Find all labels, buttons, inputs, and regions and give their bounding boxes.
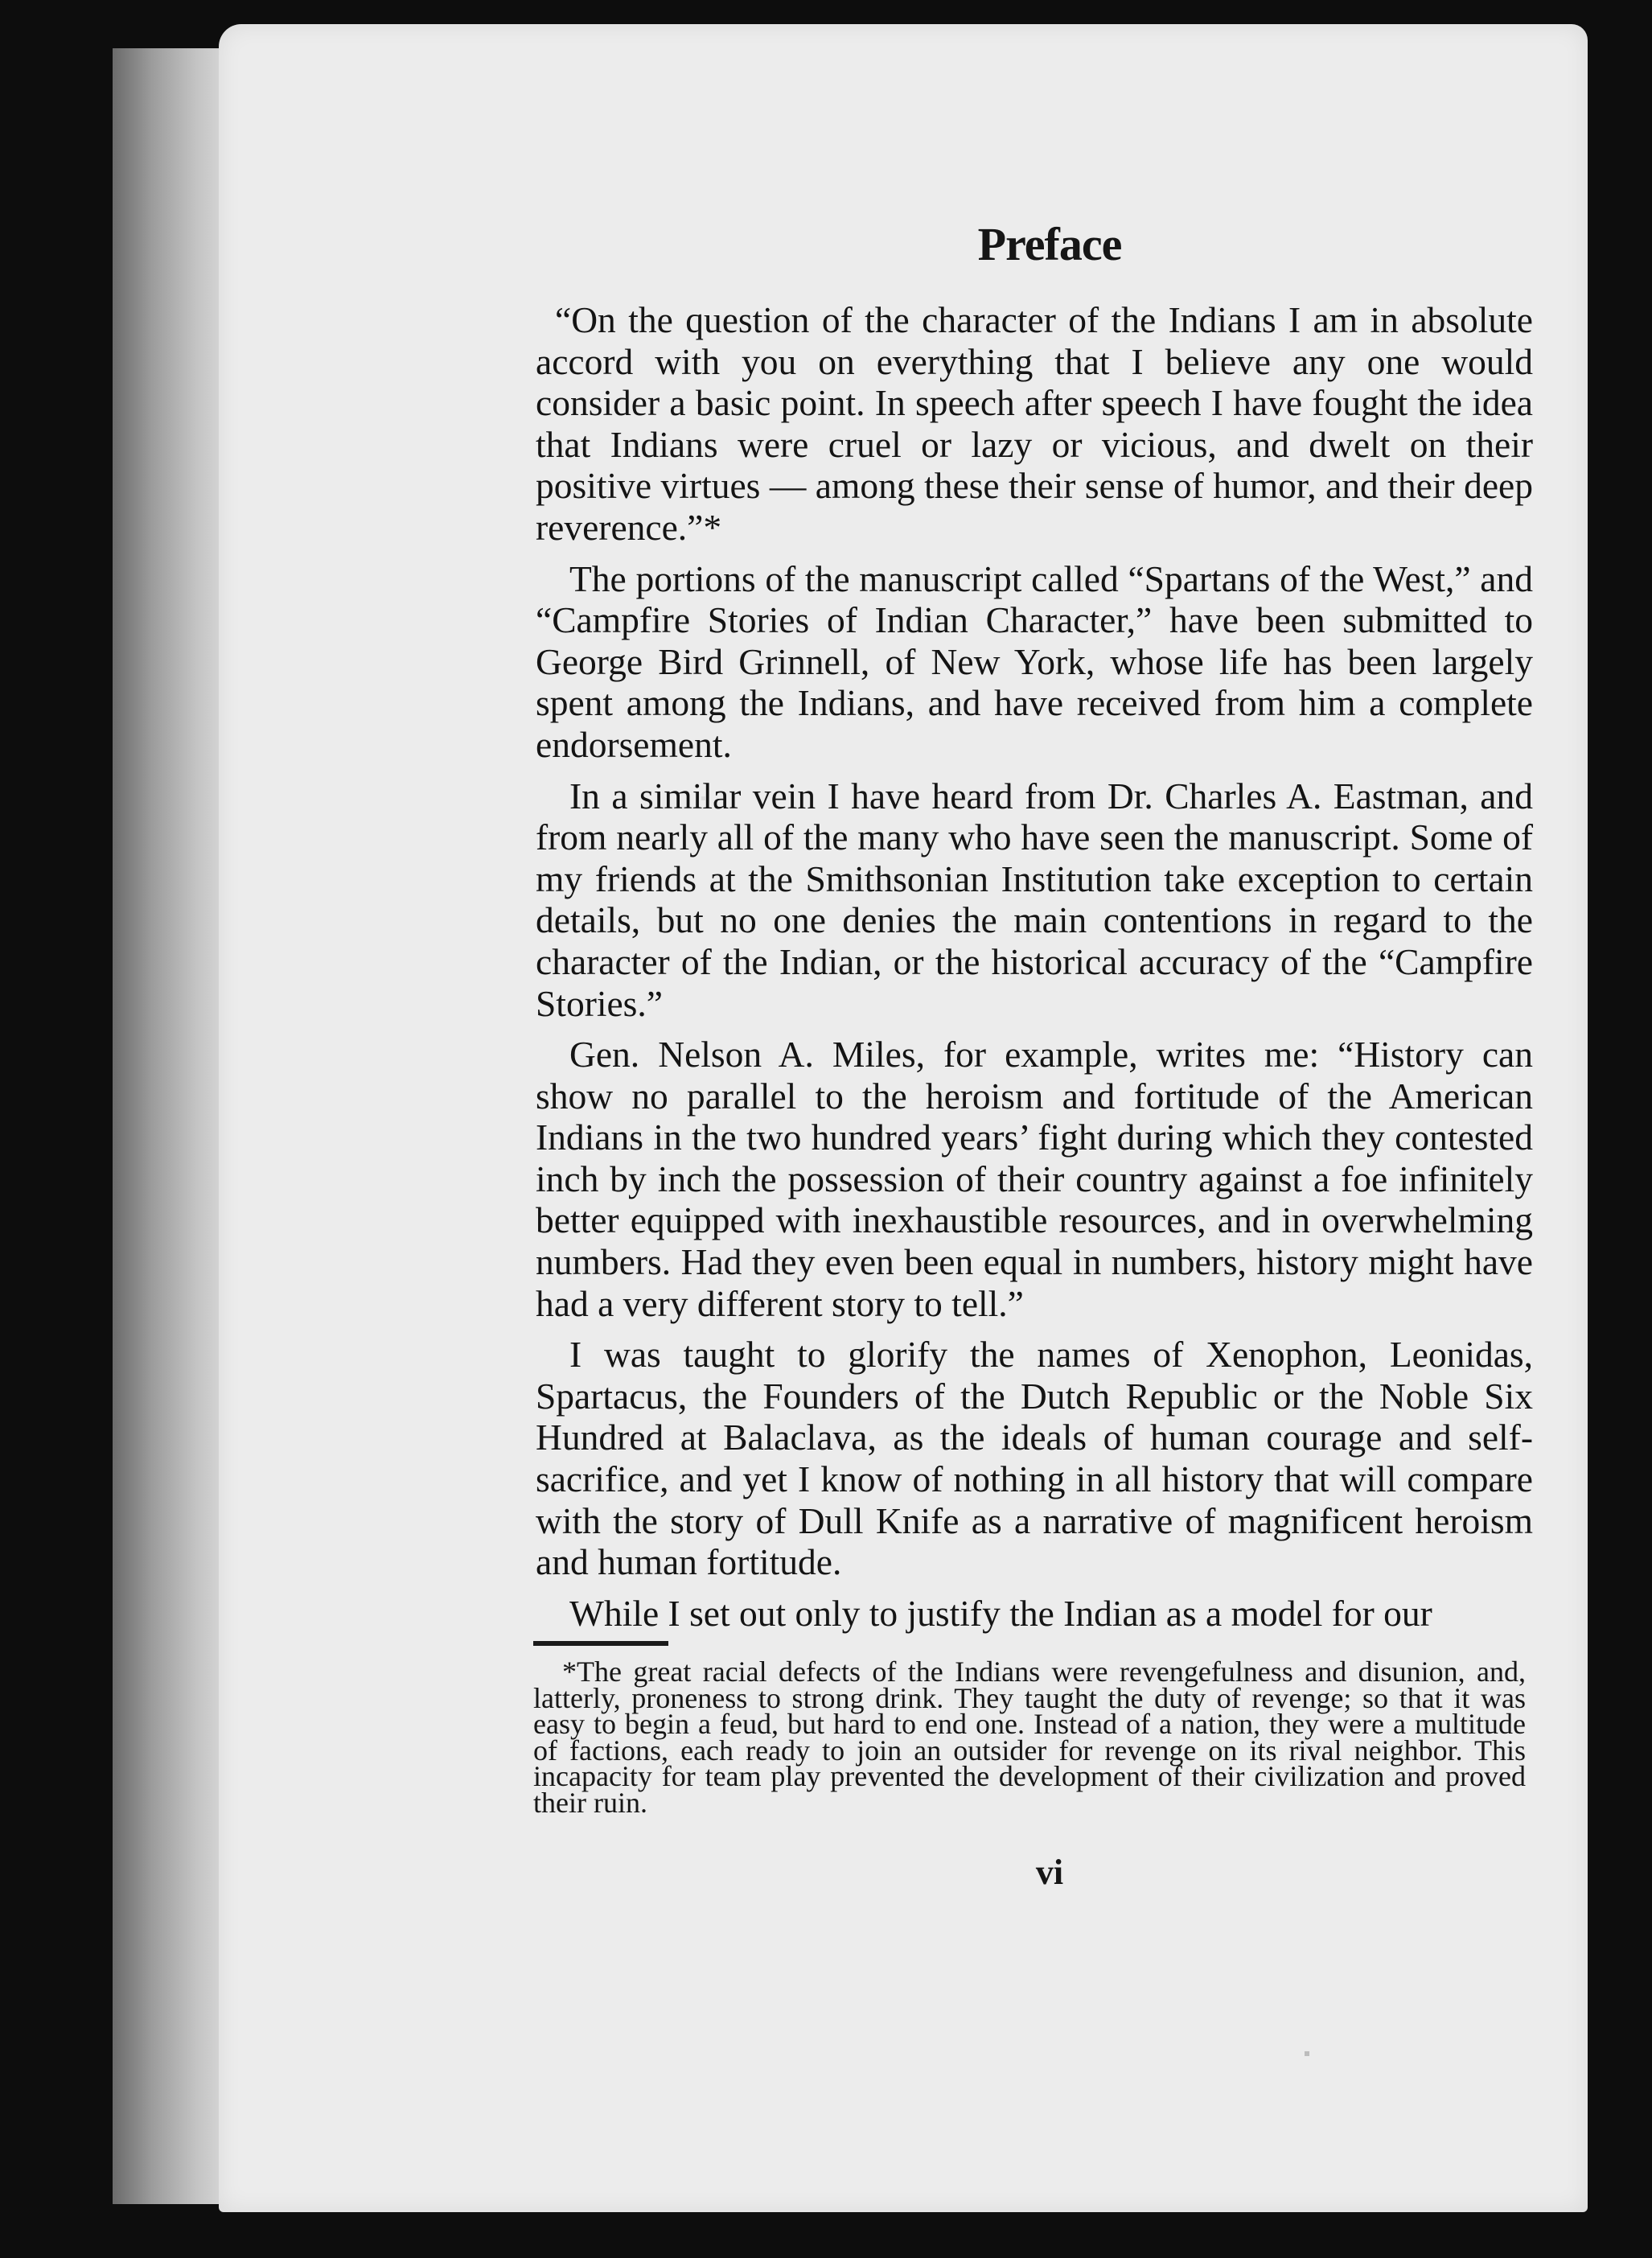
paragraph: “On the question of the character of the Indians I am in absolute accord with you on everything that I believe any one would consider a basic point. In speech after speech I have fought the idea that Indians were cruel or lazy or vicious, and dwelt on their positive virtues — among these their sense of humor, and their deep reverence.”* <box>536 299 1533 548</box>
footnote-rule <box>533 1641 668 1646</box>
paragraph: The portions of the manuscript called “Spartans of the West,” and “Campfire Stories of Indian Character,” have been submitted to George Bird Grinnell, of New York, whose life has been largely spent among the Indians, and have received from him a complete endorsement. <box>536 557 1533 765</box>
body-text <box>536 299 1533 1643</box>
footnote: *The great racial defects of the Indians were revengefulness and disunion, and, latterly, proneness to strong drink. They taught the duty of revenge; so that it was easy to begin a feud, but hard to end one. Instead of a nation, they were a multitude of factions, each ready to join an outsider for revenge on its rival neighbor. This incapacity for team play prevented the development of their civilization and proved their ruin. <box>533 1655 1526 1819</box>
page-number: vi <box>1035 1853 1064 1892</box>
paragraph: I was taught to glorify the names of Xenophon, Leonidas, Spartacus, the Founders of the Dutch Republic or the Noble Six Hundred at Balaclava, as the ideals of human courage and self-sacrifice, and yet I know of nothing in all history that will compare with the story of Dull Knife as a narrative of magnificent heroism and human fortitude. <box>536 1334 1533 1583</box>
paragraph: In a similar vein I have heard from Dr. Charles A. Eastman, and from nearly all of the many who have seen the manuscript. Some of my friends at the Smithsonian Institution take exception to certain details, but no one denies the main contentions in regard to the character of the Indian, or the historical accuracy of the “Campfire Stories.” <box>536 775 1533 1024</box>
paragraph: Gen. Nelson A. Miles, for example, writes me: “History can show no parallel to the heroism and fortitude of the American Indians in the two hundred years’ fight during which they contested inch by inch the possession of their country against a foe infinitely better equipped with inexhaustible resources, and in overwhelming numbers. Had they even been equal in numbers, history might have had a very different story to tell.” <box>536 1034 1533 1324</box>
paper-speck <box>1305 2051 1309 2056</box>
paragraph: While I set out only to justify the Indian as a model for our <box>569 1592 1432 1634</box>
page-title: Preface <box>977 218 1122 270</box>
